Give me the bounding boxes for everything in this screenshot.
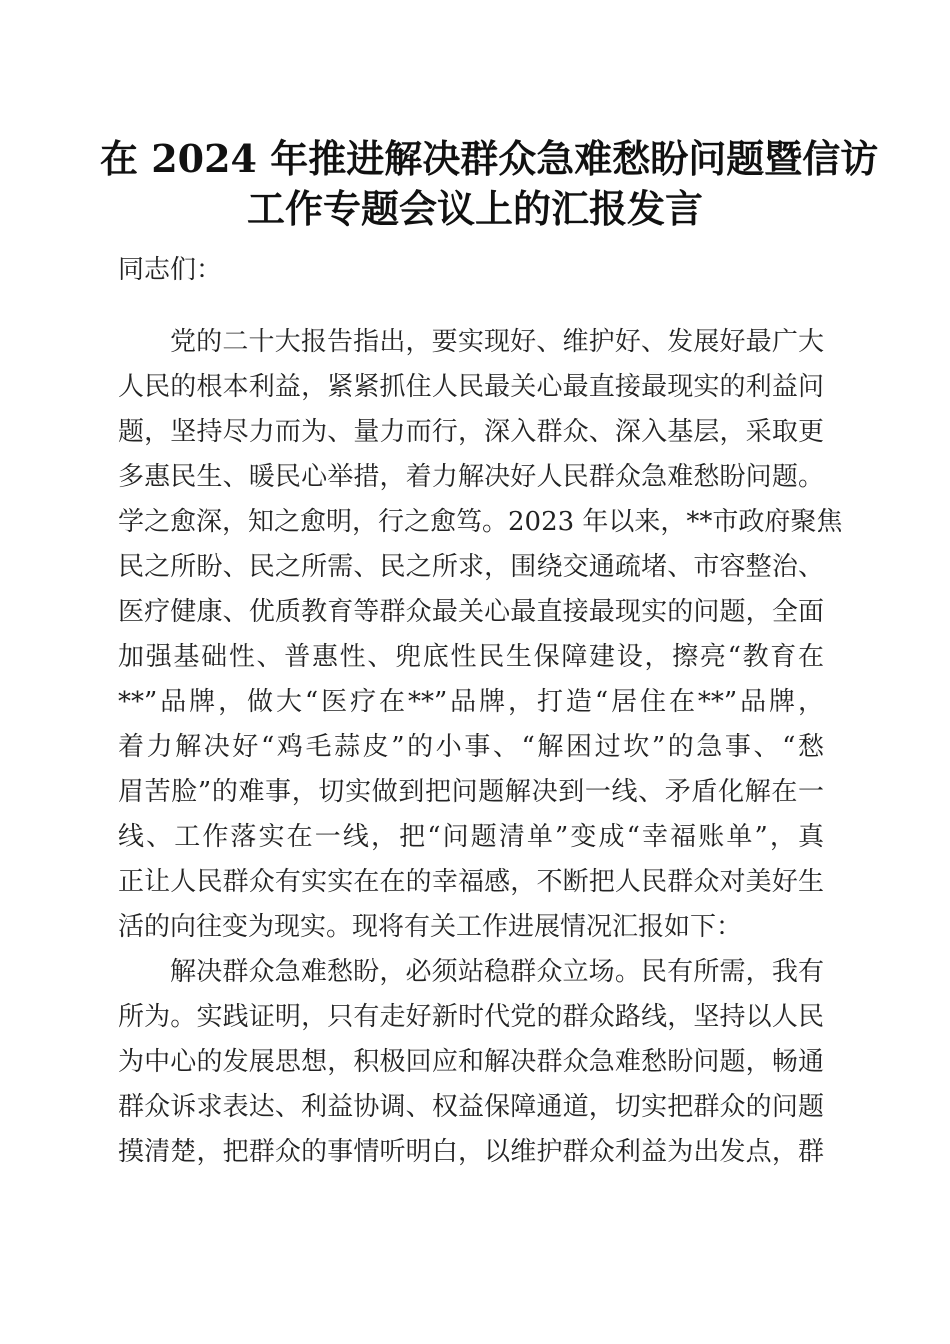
paragraph-line: 医疗健康、优质教育等群众最关心最直接最现实的问题，全面 — [118, 597, 824, 627]
document-title-line-2: 工作专题会议上的汇报发言 — [246, 186, 703, 231]
paragraph-line: 所为。实践证明，只有走好新时代党的群众路线，坚持以人民 — [118, 1002, 824, 1032]
paragraph-line: 民之所盼、民之所需、民之所求，围绕交通疏堵、市容整治、 — [118, 552, 824, 582]
paragraph-line: 加强基础性、普惠性、兜底性民生保障建设，擦亮“教育在 — [118, 642, 824, 672]
paragraph-line: 眉苦脸”的难事，切实做到把问题解决到一线、矛盾化解在一 — [118, 777, 824, 807]
salutation: 同志们： — [118, 255, 223, 285]
paragraph-line: 解决群众急难愁盼，必须站稳群众立场。民有所需，我有 — [170, 957, 824, 987]
paragraph-line: 为中心的发展思想，积极回应和解决群众急难愁盼问题，畅通 — [118, 1047, 824, 1077]
document-title-line-1: 在 2024 年推进解决群众急难愁盼问题暨信访 — [100, 136, 879, 181]
paragraph-line: 群众诉求表达、利益协调、权益保障通道，切实把群众的问题 — [118, 1092, 824, 1122]
paragraph-line: 人民的根本利益，紧紧抓住人民最关心最直接最现实的利益问 — [118, 372, 824, 402]
paragraph-line: 党的二十大报告指出，要实现好、维护好、发展好最广大 — [170, 327, 824, 357]
paragraph-line: 题，坚持尽力而为、量力而行，深入群众、深入基层，采取更 — [118, 417, 824, 447]
paragraph-line: 学之愈深，知之愈明，行之愈笃。2023 年以来，**市政府聚焦 — [118, 507, 843, 537]
paragraph-line: 正让人民群众有实实在在的幸福感，不断把人民群众对美好生 — [118, 867, 824, 897]
paragraph-line: 摸清楚，把群众的事情听明白，以维护群众利益为出发点，群 — [118, 1137, 824, 1167]
paragraph-line: **”品牌，做大“医疗在**”品牌，打造“居住在**”品牌， — [118, 687, 824, 717]
paragraph-line: 活的向往变为现实。现将有关工作进展情况汇报如下： — [118, 912, 743, 942]
paragraph-line: 线、工作落实在一线，把“问题清单”变成“幸福账单”，真 — [118, 822, 824, 852]
paragraph-line: 多惠民生、暖民心举措，着力解决好人民群众急难愁盼问题。 — [118, 462, 824, 492]
paragraph-line: 着力解决好“鸡毛蒜皮”的小事、“解困过坎”的急事、“愁 — [118, 732, 824, 762]
